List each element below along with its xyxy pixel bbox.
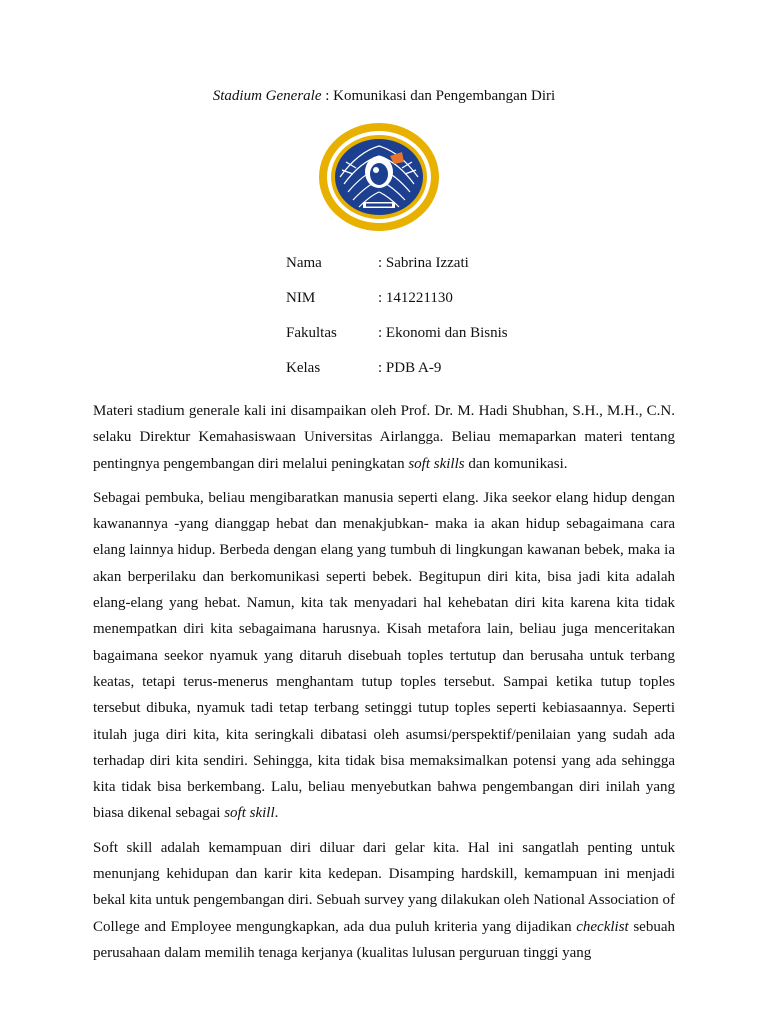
- paragraph-3: [93, 835, 675, 966]
- body-text: [93, 398, 675, 966]
- info-label: Fakultas: [286, 325, 337, 341]
- info-row-nim: [286, 288, 508, 323]
- paragraph-text: dan komunikasi.: [464, 455, 568, 472]
- paragraph-text: Materi stadium generale kali ini disampaikan oleh Prof. Dr. M. Hadi Shubhan, S.H., M.H., C.N. selaku Direktur Kemahasiswaan Universitas Airlangga. Beliau memaparkan materi tentang pentingnya pengembangan diri melalui peningkatan: [93, 403, 675, 472]
- emphasis: soft skill: [224, 805, 275, 822]
- page-title: [0, 86, 768, 106]
- info-label: Kelas: [286, 360, 321, 376]
- info-value: : 141221130: [378, 290, 453, 306]
- info-row-kelas: [286, 358, 508, 393]
- info-value: : Ekonomi dan Bisnis: [378, 325, 508, 341]
- paragraph-text: Sebagai pembuka, beliau mengibaratkan manusia seperti elang. Jika seekor elang hidup dengan kawanannya -yang dianggap hebat dan menakjubkan- maka ia akan hidup sebagaimana cara elang lainnya hidup. Berbeda dengan elang yang tumbuh di lingkungan kawanan bebek, maka ia akan berperilaku dan berkomunikasi seperti bebek. Begitupun diri kita, bisa jadi kita adalah elang-elang yang hebat. Namun, kita tak menyadari hal kehebatan diri kita karena kita tidak menempatkan diri kita sebagaimana harusnya. Kisah metafora lain, beliau juga menceritakan bagaimana seekor nyamuk yang ditaruh disebuah toples tertutup dan berusaha untuk terbang keatas, tetapi terus-menerus menghantam tutup toples tersebut. Sampai ketika tutup toples tersebut dibuka, nyamuk tadi tetap terbang setinggi tutup toples seperti kebiasaannya. Seperti itulah juga diri kita, kita seringkali dibatasi oleh asumsi/perspektif/penilaian yang sudah ada terhadap diri kita sendiri. Sehingga, kita tidak bisa memaksimalkan potensi yang ada sehingga kita tidak bisa berkembang. Lalu, beliau menyebutkan bahwa pengembangan diri inilah yang biasa dikenal sebagai: [93, 489, 675, 822]
- paragraph-2: [93, 485, 675, 827]
- emphasis: soft skills: [408, 455, 465, 472]
- emphasis: checklist: [576, 918, 629, 935]
- paragraph-text: .: [274, 805, 279, 822]
- title-italic: Stadium Generale: [212, 88, 322, 104]
- info-label: Nama: [286, 255, 322, 271]
- paragraph-1: [93, 398, 675, 477]
- info-row-fakultas: [286, 323, 508, 358]
- info-value: : Sabrina Izzati: [378, 255, 469, 271]
- paragraph-text: sebuah perusahaan dalam memilih tenaga kerjanya (kualitas lulusan perguruan tinggi yang: [93, 918, 675, 961]
- info-label: NIM: [286, 290, 316, 306]
- university-seal-logo: [318, 122, 440, 232]
- info-row-nama: [286, 253, 508, 288]
- student-info: [286, 253, 508, 393]
- title-rest: : Komunikasi dan Pengembangan Diri: [321, 88, 556, 104]
- paragraph-text: Soft skill adalah kemampuan diri diluar dari gelar kita. Hal ini sangatlah penting untuk menunjang kehidupan dan karir kita kedepan. Disamping hardskill, kemampuan ini menjadi bekal kita untuk pengembangan diri. Sebuah survey yang dilakukan oleh National Association of College and Employee mengungkapkan, ada dua puluh kriteria yang dijadikan: [93, 839, 675, 935]
- info-value: : PDB A-9: [378, 360, 442, 376]
